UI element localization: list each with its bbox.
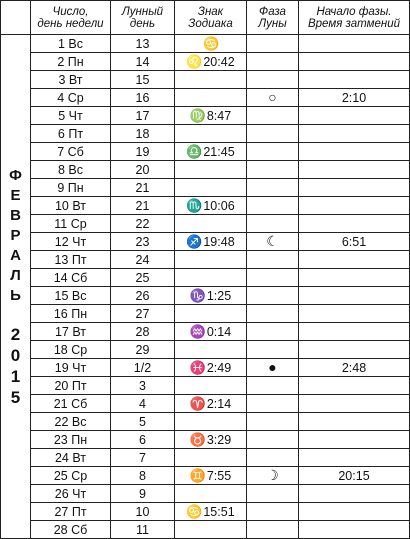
phase-header-line-1: Фаза	[259, 5, 286, 18]
phase-start-time-cell	[299, 503, 410, 521]
table-row	[1, 521, 410, 539]
phase-start-time-cell	[299, 323, 410, 341]
zodiac-header-line-2: Зодиака	[188, 17, 233, 30]
moon-phase-cell	[247, 287, 299, 305]
table-row	[1, 431, 410, 449]
phase-start-time-cell	[299, 71, 410, 89]
phase-start-time-cell	[299, 377, 410, 395]
table-row	[1, 341, 410, 359]
lunar-day-cell: 4	[111, 395, 175, 413]
zodiac-cell	[175, 107, 247, 125]
lunar-day-cell: 16	[111, 89, 175, 107]
moon-phase-cell	[247, 341, 299, 359]
zodiac-entry-time: 1:25	[206, 288, 232, 303]
moon-phase-column-header	[247, 1, 299, 35]
date-cell: 10 Вт	[31, 197, 111, 215]
table-row	[1, 35, 410, 53]
lunar-day-cell: 19	[111, 143, 175, 161]
full-moon-icon: ○	[268, 89, 277, 105]
table-row	[1, 125, 410, 143]
year-digit: 2	[10, 324, 21, 344]
zodiac-cell	[175, 485, 247, 503]
moon-phase-cell	[247, 107, 299, 125]
lunar-day-cell: 25	[111, 269, 175, 287]
lunar-day-column-header	[111, 1, 175, 35]
moon-phase-cell	[247, 485, 299, 503]
zodiac-cell	[175, 251, 247, 269]
phase-start-time-cell	[299, 143, 410, 161]
phase-start-time-cell	[299, 305, 410, 323]
month-letter: Е	[10, 186, 21, 204]
last-quarter-icon: ☾	[266, 233, 279, 249]
zodiac-cell	[175, 35, 247, 53]
zodiac-cell	[175, 143, 247, 161]
phase-start-time-cell	[299, 485, 410, 503]
year-digit: 0	[10, 345, 21, 365]
date-cell: 12 Чт	[31, 233, 111, 251]
lunar-day-cell: 10	[111, 503, 175, 521]
date-cell: 4 Ср	[31, 89, 111, 107]
cancer-icon: ♋	[203, 35, 220, 51]
zodiac-column-header	[175, 1, 247, 35]
moon-phase-cell	[247, 449, 299, 467]
lunar-day-cell: 1/2	[111, 359, 175, 377]
date-cell: 28 Сб	[31, 521, 111, 539]
moon-phase-cell	[247, 161, 299, 179]
zodiac-cell	[175, 359, 247, 377]
lunar-day-cell: 11	[111, 521, 175, 539]
zodiac-cell	[175, 197, 247, 215]
date-cell: 27 Пт	[31, 503, 111, 521]
date-cell: 16 Пн	[31, 305, 111, 323]
date-cell: 21 Сб	[31, 395, 111, 413]
lunar-day-cell: 7	[111, 449, 175, 467]
gemini-icon: ♊	[189, 467, 207, 483]
zodiac-entry-time: 20:42	[203, 54, 235, 69]
table-row	[1, 53, 410, 71]
first-quarter-icon: ☽	[266, 467, 279, 483]
moon-phase-cell	[247, 233, 299, 251]
table-row	[1, 197, 410, 215]
moon-phase-cell	[247, 269, 299, 287]
date-cell: 14 Сб	[31, 269, 111, 287]
zodiac-entry-time: 10:06	[203, 198, 235, 213]
pisces-icon: ♓	[189, 359, 207, 375]
date-cell: 1 Вс	[31, 35, 111, 53]
phase-start-time-cell: 6:51	[299, 233, 410, 251]
table-row	[1, 107, 410, 125]
lunar-day-cell: 5	[111, 413, 175, 431]
table-row	[1, 305, 410, 323]
month-letter: Ь	[10, 286, 21, 304]
lunar-day-cell: 21	[111, 179, 175, 197]
lunar-header-line-2: день	[129, 17, 156, 30]
phase-start-time-cell	[299, 107, 410, 125]
date-header-line-1: Число,	[52, 5, 89, 18]
virgo-icon: ♍	[189, 107, 207, 123]
phase-start-time-cell	[299, 521, 410, 539]
phase-start-time-cell: 2:48	[299, 359, 410, 377]
zodiac-cell	[175, 503, 247, 521]
month-letter: Ф	[9, 166, 22, 184]
zodiac-cell	[175, 269, 247, 287]
lunar-day-cell: 3	[111, 377, 175, 395]
date-cell: 5 Чт	[31, 107, 111, 125]
year-digit: 1	[10, 366, 21, 386]
lunar-day-cell: 14	[111, 53, 175, 71]
phase-start-time-cell	[299, 161, 410, 179]
table-row	[1, 467, 410, 485]
phase-start-time-cell	[299, 215, 410, 233]
zodiac-entry-time: 3:29	[206, 432, 232, 447]
zodiac-cell	[175, 413, 247, 431]
zodiac-cell	[175, 53, 247, 71]
lunar-day-cell: 9	[111, 485, 175, 503]
moon-phase-cell	[247, 467, 299, 485]
date-cell: 23 Пн	[31, 431, 111, 449]
zodiac-cell	[175, 233, 247, 251]
zodiac-cell	[175, 467, 247, 485]
date-cell: 26 Чт	[31, 485, 111, 503]
phase-start-time-cell	[299, 431, 410, 449]
month-letter: Л	[10, 266, 21, 284]
table-row	[1, 251, 410, 269]
moon-phase-cell	[247, 53, 299, 71]
moon-phase-cell	[247, 179, 299, 197]
zodiac-cell	[175, 125, 247, 143]
zodiac-cell	[175, 395, 247, 413]
lunar-day-cell: 22	[111, 215, 175, 233]
zodiac-cell	[175, 161, 247, 179]
date-column-header	[31, 1, 111, 35]
zodiac-cell	[175, 305, 247, 323]
date-cell: 20 Пт	[31, 377, 111, 395]
lunar-day-cell: 8	[111, 467, 175, 485]
date-cell: 3 Вт	[31, 71, 111, 89]
table-row	[1, 89, 410, 107]
phase-start-header-line-2: Время затмений	[307, 17, 401, 30]
cancer-icon: ♋	[186, 503, 203, 519]
phase-start-time-cell	[299, 251, 410, 269]
aries-icon: ♈	[189, 395, 207, 411]
zodiac-entry-time: 8:47	[206, 108, 232, 123]
date-header-line-2: день недели	[37, 17, 104, 30]
new-moon-icon: ●	[268, 359, 277, 375]
date-cell: 8 Вс	[31, 161, 111, 179]
moon-phase-cell	[247, 503, 299, 521]
leo-icon: ♌	[186, 53, 203, 69]
lunar-day-cell: 13	[111, 35, 175, 53]
zodiac-cell	[175, 89, 247, 107]
zodiac-cell	[175, 215, 247, 233]
table-row	[1, 233, 410, 251]
table-row	[1, 179, 410, 197]
date-cell: 11 Ср	[31, 215, 111, 233]
moon-phase-cell	[247, 215, 299, 233]
zodiac-cell	[175, 431, 247, 449]
phase-start-time-cell	[299, 35, 410, 53]
table-row	[1, 395, 410, 413]
table-row	[1, 287, 410, 305]
zodiac-entry-time: 2:14	[206, 396, 232, 411]
moon-phase-cell	[247, 377, 299, 395]
phase-start-time-cell	[299, 269, 410, 287]
libra-icon: ♎	[186, 143, 203, 159]
lunar-day-cell: 23	[111, 233, 175, 251]
moon-phase-cell	[247, 71, 299, 89]
table-row	[1, 269, 410, 287]
phase-header-line-2: Луны	[258, 17, 287, 30]
lunar-day-cell: 18	[111, 125, 175, 143]
date-cell: 25 Ср	[31, 467, 111, 485]
lunar-day-cell: 28	[111, 323, 175, 341]
phase-start-time-cell	[299, 449, 410, 467]
date-cell: 19 Чт	[31, 359, 111, 377]
taurus-icon: ♉	[189, 431, 207, 447]
table-row	[1, 449, 410, 467]
phase-start-time-cell	[299, 413, 410, 431]
moon-phase-cell	[247, 305, 299, 323]
moon-phase-cell	[247, 431, 299, 449]
table-row	[1, 503, 410, 521]
month-letter: А	[10, 246, 21, 264]
moon-phase-cell	[247, 89, 299, 107]
lunar-day-cell: 26	[111, 287, 175, 305]
zodiac-header-line-1: Знак	[197, 5, 224, 18]
phase-start-time-cell	[299, 179, 410, 197]
lunar-day-cell: 15	[111, 71, 175, 89]
date-cell: 2 Пн	[31, 53, 111, 71]
zodiac-entry-time: 2:49	[206, 360, 232, 375]
scorpio-icon: ♏	[186, 197, 203, 213]
date-cell: 13 Пт	[31, 251, 111, 269]
zodiac-cell	[175, 377, 247, 395]
table-row	[1, 359, 410, 377]
phase-start-time-cell	[299, 197, 410, 215]
date-cell: 17 Вт	[31, 323, 111, 341]
sagittarius-icon: ♐	[186, 233, 203, 249]
date-cell: 24 Вт	[31, 449, 111, 467]
moon-phase-cell	[247, 251, 299, 269]
month-header-cell	[1, 1, 31, 35]
zodiac-entry-time: 15:51	[203, 504, 235, 519]
lunar-day-cell: 20	[111, 161, 175, 179]
phase-start-time-cell	[299, 125, 410, 143]
zodiac-entry-time: 0:14	[206, 324, 232, 339]
zodiac-cell	[175, 341, 247, 359]
table-row	[1, 71, 410, 89]
month-letter: Р	[10, 226, 21, 244]
zodiac-cell	[175, 521, 247, 539]
phase-start-time-cell: 20:15	[299, 467, 410, 485]
moon-phase-cell	[247, 197, 299, 215]
aquarius-icon: ♒	[189, 323, 207, 339]
moon-phase-cell	[247, 395, 299, 413]
date-cell: 7 Сб	[31, 143, 111, 161]
phase-start-time-cell	[299, 287, 410, 305]
phase-start-time-cell: 2:10	[299, 89, 410, 107]
zodiac-cell	[175, 179, 247, 197]
zodiac-entry-time: 21:45	[203, 144, 235, 159]
zodiac-entry-time: 7:55	[206, 468, 232, 483]
lunar-day-cell: 21	[111, 197, 175, 215]
moon-phase-cell	[247, 143, 299, 161]
table-row	[1, 161, 410, 179]
header-row	[1, 1, 410, 35]
lunar-header-line-1: Лунный	[121, 5, 164, 18]
zodiac-entry-time: 19:48	[203, 234, 235, 249]
lunar-day-cell: 17	[111, 107, 175, 125]
month-letter: В	[10, 206, 21, 224]
date-cell: 15 Вс	[31, 287, 111, 305]
moon-phase-cell	[247, 323, 299, 341]
moon-phase-cell	[247, 359, 299, 377]
table-row	[1, 377, 410, 395]
month-year-cell	[1, 35, 31, 539]
calendar-body	[1, 35, 410, 539]
capricorn-icon: ♑	[189, 287, 207, 303]
year-digit: 5	[10, 387, 21, 407]
month-year-vertical-label	[1, 166, 30, 408]
lunar-day-cell: 6	[111, 431, 175, 449]
lunar-day-cell: 24	[111, 251, 175, 269]
date-cell: 18 Ср	[31, 341, 111, 359]
lunar-day-cell: 27	[111, 305, 175, 323]
table-row	[1, 413, 410, 431]
date-cell: 22 Вс	[31, 413, 111, 431]
zodiac-cell	[175, 449, 247, 467]
zodiac-cell	[175, 287, 247, 305]
zodiac-cell	[175, 323, 247, 341]
moon-phase-cell	[247, 35, 299, 53]
table-row	[1, 215, 410, 233]
moon-phase-cell	[247, 521, 299, 539]
table-row	[1, 143, 410, 161]
phase-start-header-line-1: Начало фазы.	[316, 5, 392, 18]
moon-phase-cell	[247, 413, 299, 431]
phase-start-time-cell	[299, 53, 410, 71]
phase-start-time-cell	[299, 341, 410, 359]
phase-start-column-header	[299, 1, 410, 35]
date-cell: 6 Пт	[31, 125, 111, 143]
phase-start-time-cell	[299, 395, 410, 413]
moon-phase-cell	[247, 125, 299, 143]
lunar-day-cell: 29	[111, 341, 175, 359]
table-row	[1, 485, 410, 503]
zodiac-cell	[175, 71, 247, 89]
date-cell: 9 Пн	[31, 179, 111, 197]
table-row	[1, 323, 410, 341]
